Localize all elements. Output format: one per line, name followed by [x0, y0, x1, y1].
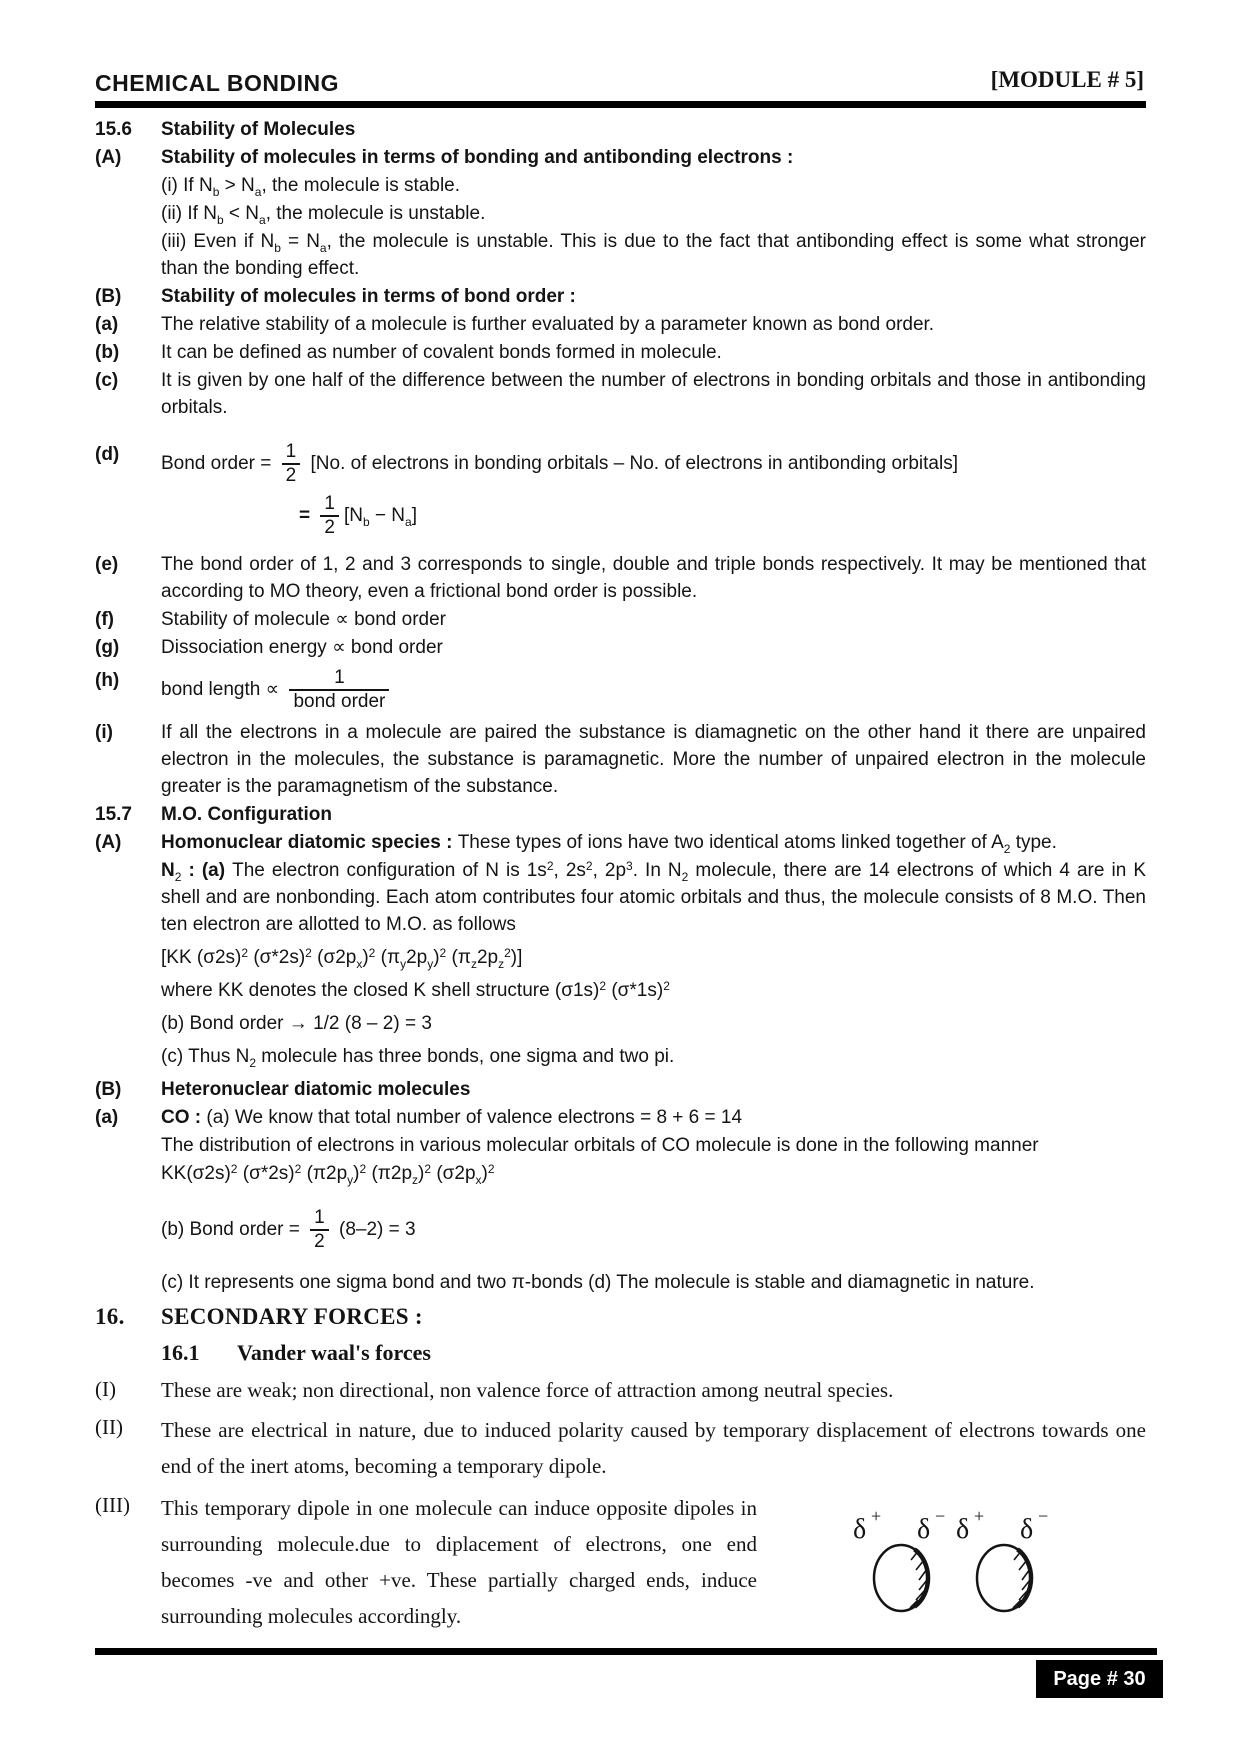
- row-text: (iii) Even if $N_b = N_a$, the molecule is unstable. This is due to the fact that antibonding effect is some what stronger than the bonding effect.: [161, 231, 1147, 279]
- row-text: [KK $(\sigma 2s)^2$ $(\sigma*2s)^2$ $(\sigma 2p_x)^2$ $(\pi_y2p_y)^2$ $(\pi_z2p_z^2)$]: [161, 946, 523, 971]
- dipole-molecule-2: [956, 1506, 1048, 1611]
- row-text: (ii) If $N_b < N_a$, the molecule is unstable.: [161, 203, 486, 227]
- row-text: It is given by one half of the difference between the number of electrons in bonding orbitals and those in antibonding orbitals.: [161, 370, 1146, 418]
- row-label: (I): [95, 1377, 116, 1401]
- row-text: (b) Bond order → 1/2 (8 – 2) = 3: [161, 1013, 432, 1034]
- text-row: [95, 719, 1146, 800]
- delta-plus-label: δ: [853, 1514, 867, 1545]
- row-label: (a): [95, 1107, 119, 1128]
- text-row: [95, 228, 1146, 282]
- row-label: [95, 200, 161, 227]
- row-label: [95, 493, 161, 539]
- row-text: (c) Thus $N_2$ molecule has three bonds, one sigma and two pi.: [161, 1046, 675, 1070]
- row-label: [95, 857, 161, 938]
- dipole-figure: [845, 1500, 1105, 1630]
- row-label: [95, 1269, 161, 1296]
- text-row: [95, 1043, 1146, 1070]
- text-row: [95, 551, 1146, 605]
- text-row: [95, 1302, 1146, 1332]
- text-row: [95, 1338, 1146, 1368]
- text-row: [95, 829, 1146, 856]
- row-text: Homonuclear diatomic species : These types of ions have two identical atoms linked together of $A_2$ type.: [161, 832, 1057, 856]
- text-row: [95, 801, 1146, 828]
- row-text: M.O. Configuration: [161, 804, 332, 825]
- row-label: [95, 1043, 161, 1070]
- text-row: [95, 339, 1146, 366]
- row-text: The distribution of electrons in various molecular orbitals of CO molecule is done in the following manner: [161, 1135, 1039, 1156]
- minus-sign: −: [935, 1506, 946, 1526]
- row-text: These are electrical in nature, due to induced polarity caused by temporary displacement of electrons towards one end of the inert atoms, becoming a temporary dipole.: [161, 1418, 1146, 1478]
- row-text: Bond order = $\frac{1}{2}$ [No. of electrons in bonding orbitals – No. of electrons in antibonding orbitals]: [161, 441, 958, 486]
- text-row: [95, 200, 1146, 227]
- row-text: If all the electrons in a molecule are paired the substance is diamagnetic on the other hand it there are unpaired electron in the molecules, the substance is paramagnetic. More the number of unpaired electron in the molecule greater is the paramagnetism of the substance.: [161, 722, 1146, 797]
- fraction: $\frac{1}{2}$: [282, 441, 301, 487]
- row-text: Vander waal's forces: [237, 1340, 431, 1365]
- row-text: The relative stability of a molecule is further evaluated by a parameter known as bond order.: [161, 314, 935, 335]
- row-label: [95, 977, 161, 1004]
- row-text: $KK(\sigma 2s)^2$ $(\sigma*2s)^2$ $(\pi 2p_y)^2$ $(\pi 2p_z)^2$ $(\sigma 2p_x)^2$: [161, 1162, 495, 1187]
- text-row: [95, 1269, 1146, 1296]
- row-label: (f): [95, 609, 114, 630]
- text-row: [95, 144, 1146, 171]
- row-label: 15.7: [95, 804, 132, 825]
- row-label: (B): [95, 1079, 122, 1100]
- row-label: [95, 1160, 161, 1187]
- text-row: [95, 1132, 1146, 1159]
- row-label: [95, 228, 161, 282]
- row-label: (III): [95, 1493, 130, 1517]
- row-label: (a): [95, 314, 119, 335]
- row-text: Dissociation energy ∝ bond order: [161, 637, 443, 658]
- plus-sign: +: [974, 1506, 985, 1526]
- row-label: 16.: [95, 1304, 125, 1329]
- row-label: (A): [95, 832, 122, 853]
- text-row: [95, 1207, 1146, 1253]
- row-label: 15.6: [95, 119, 132, 140]
- text-row: [95, 1010, 1146, 1037]
- text-row: [95, 493, 1146, 539]
- plus-sign: +: [871, 1506, 882, 1526]
- row-text: bond length ∝ $\frac{1}{\text{bond order}}$: [161, 667, 1146, 713]
- row-label: (c): [95, 370, 119, 391]
- header-rule: [95, 101, 1146, 108]
- text-row: [95, 977, 1146, 1004]
- row-label: (e): [95, 554, 119, 575]
- text-row: [95, 116, 1146, 143]
- row-text: $N_2$ : (a) The electron configuration of N is $1s^2$, $2s^2$, $2p^3$. In $N_2$ molecule, there are 14 electrons of which 4 are in K shell and are nonbonding. Each atom contributes four atomic orbitals and thus, the molecule consists of 8 M.O. Then ten electron are allotted to M.O. as follows: [161, 859, 1146, 935]
- fraction: $\frac{1}{2}$: [320, 493, 339, 539]
- text-row: [95, 1160, 1146, 1187]
- text-row: [95, 1076, 1146, 1103]
- text-row: [95, 667, 1146, 713]
- row-label: [95, 944, 161, 971]
- row-label: (i): [95, 722, 113, 743]
- text-row: [95, 1104, 1146, 1131]
- delta-plus-label: δ: [956, 1514, 970, 1545]
- page-title: CHEMICAL BONDING: [95, 70, 339, 96]
- text-row: [95, 1412, 1146, 1484]
- minus-sign: −: [1038, 1506, 1049, 1526]
- text-row: [95, 283, 1146, 310]
- text-row: [95, 634, 1146, 661]
- row-label: (B): [95, 286, 122, 307]
- row-text: where KK denotes the closed K shell structure $(\sigma 1s)^2$ $(\sigma*1s)^2$: [161, 979, 670, 1001]
- text-row: [95, 944, 1146, 971]
- text-row: [95, 606, 1146, 633]
- row-text: It can be defined as number of covalent bonds formed in molecule.: [161, 342, 722, 363]
- row-label: (h): [95, 670, 120, 691]
- row-text: These are weak; non directional, non valence force of attraction among neutral species.: [161, 1378, 894, 1402]
- row-text: Stability of molecules in terms of bond order :: [161, 286, 576, 307]
- row-label: (A): [95, 147, 122, 168]
- row-label: 16.1: [161, 1340, 200, 1365]
- dipole-molecule-1: [853, 1506, 945, 1611]
- row-text: (c) It represents one sigma bond and two π-bonds (d) The molecule is stable and diamagnetic in nature.: [161, 1272, 1035, 1293]
- page-number-badge: Page # 30: [1036, 1660, 1163, 1698]
- row-label: [95, 172, 161, 199]
- row-text: CO : (a) We know that total number of valence electrons = 8 + 6 = 14: [161, 1107, 743, 1128]
- row-text: Stability of molecule ∝ bond order: [161, 609, 446, 630]
- row-label: [95, 1010, 161, 1037]
- row-text: SECONDARY FORCES :: [161, 1304, 423, 1329]
- row-label: (g): [95, 637, 120, 658]
- footer-rule: [95, 1648, 1157, 1655]
- row-text: (i) If $N_b > N_a$, the molecule is stable.: [161, 175, 461, 199]
- text-row: [95, 172, 1146, 199]
- text-row: [95, 857, 1146, 938]
- row-label: (b): [95, 342, 120, 363]
- text-row: [95, 441, 1146, 487]
- text-row: [95, 311, 1146, 338]
- text-row: [95, 1374, 1146, 1406]
- text-row: [95, 367, 1146, 421]
- content-rows: [95, 116, 1146, 1635]
- fraction: $\frac{1}{2}$: [310, 1207, 329, 1253]
- row-text: The bond order of 1, 2 and 3 corresponds to single, double and triple bonds respectively. It may be mentioned that according to MO theory, even a frictional bond order is possible.: [161, 554, 1146, 602]
- delta-minus-label: δ: [1020, 1514, 1034, 1545]
- row-text: Heteronuclear diatomic molecules: [161, 1079, 471, 1100]
- delta-minus-label: δ: [917, 1514, 931, 1545]
- row-label: (d): [95, 444, 120, 465]
- row-label: [95, 1132, 161, 1159]
- row-text: This temporary dipole in one molecule can induce opposite dipoles in surrounding molecule.due to diplacement of electrons, one end becomes -ve and other +ve. These partially charged ends, induce surrounding molecules accordingly.: [161, 1496, 757, 1628]
- row-text: = $\frac{1}{2}$ $[N_b - N_a]$: [299, 493, 417, 538]
- row-text: (b) Bond order = $\frac{1}{2}$ (8–2) = 3: [161, 1207, 416, 1252]
- row-text: Stability of Molecules: [161, 119, 356, 140]
- row-text: Stability of molecules in terms of bonding and antibonding electrons :: [161, 147, 794, 168]
- row-label: [95, 1207, 161, 1253]
- module-label: [MODULE # 5]: [990, 67, 1144, 92]
- row-label: (II): [95, 1415, 123, 1439]
- fraction: $\frac{1}{\text{bond order}}$: [289, 667, 389, 713]
